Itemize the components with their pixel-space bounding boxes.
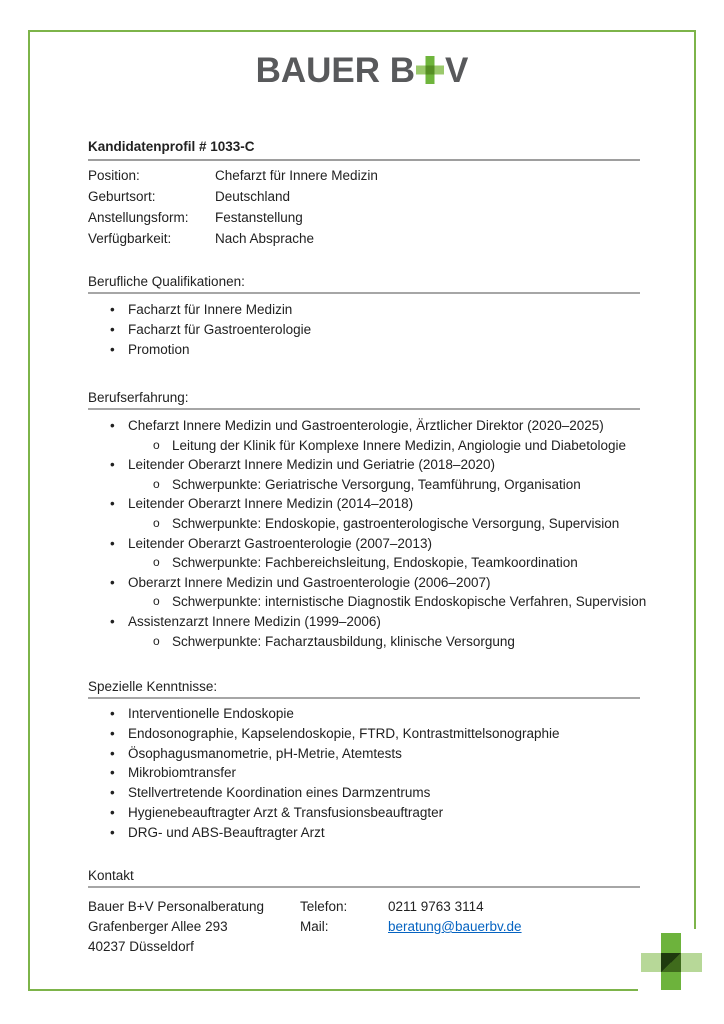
bullet-marker: • bbox=[110, 745, 115, 761]
list-item-text: Hygienebeauftragter Arzt & Transfusionsbeauftragter bbox=[128, 804, 444, 820]
list-item-text: Promotion bbox=[128, 342, 190, 357]
candidate-info bbox=[88, 165, 640, 249]
list-item bbox=[88, 475, 640, 495]
list-item-text: Endosonographie, Kapselendoskopie, FTRD, Kontrastmittelsonographie bbox=[128, 725, 560, 741]
info-value: Nach Absprache bbox=[215, 231, 315, 246]
bullet-marker: • bbox=[110, 785, 115, 801]
list-item bbox=[88, 416, 640, 436]
bullet-marker: • bbox=[110, 824, 115, 840]
list-item bbox=[88, 612, 640, 632]
list-item-text: Assistenzarzt Innere Medizin (1999–2006) bbox=[128, 613, 381, 629]
list-item bbox=[88, 573, 640, 593]
info-row-position bbox=[88, 165, 640, 186]
list-item bbox=[88, 823, 640, 843]
list-item bbox=[88, 514, 640, 534]
phone-label: Telefon: bbox=[300, 899, 348, 914]
info-row-birthplace bbox=[88, 186, 640, 207]
section-title-skills: Spezielle Kenntnisse: bbox=[88, 679, 640, 699]
contact-company: Bauer B+V Personalberatung bbox=[88, 899, 264, 914]
list-item-text: Facharzt für Innere Medizin bbox=[128, 302, 293, 317]
experience-list bbox=[88, 416, 647, 651]
list-item-text: Oberarzt Innere Medizin und Gastroenterologie (2006–2007) bbox=[128, 574, 491, 590]
info-label: Position: bbox=[88, 168, 140, 183]
list-item bbox=[88, 724, 640, 744]
list-item-text: Chefarzt Innere Medizin und Gastroenterologie, Ärztlicher Direktor (2020–2025) bbox=[128, 418, 604, 433]
list-item-text: Leitender Oberarzt Gastroenterologie (2007–2013) bbox=[128, 535, 432, 551]
list-item bbox=[88, 553, 640, 573]
bullet-marker: o bbox=[153, 437, 160, 452]
bullet-marker: • bbox=[110, 613, 115, 629]
bullet-marker: • bbox=[110, 496, 115, 512]
bullet-marker: • bbox=[110, 457, 115, 473]
info-row-availability bbox=[88, 228, 640, 249]
logo-text-left: BAUER B bbox=[255, 51, 416, 90]
contact-city: 40237 Düsseldorf bbox=[88, 939, 194, 954]
bullet-marker: • bbox=[110, 342, 115, 357]
list-item bbox=[88, 455, 640, 475]
list-item-text: Leitender Oberarzt Innere Medizin (2014–2018) bbox=[128, 496, 414, 512]
section-title-contact: Kontakt bbox=[88, 868, 640, 888]
list-item-text: Schwerpunkte: Geriatrische Versorgung, Teamführung, Organisation bbox=[172, 476, 581, 492]
list-item bbox=[88, 534, 640, 554]
info-value: Deutschland bbox=[215, 189, 291, 204]
logo-text-right: V bbox=[445, 51, 469, 90]
list-item-text: Schwerpunkte: Endoskopie, gastroenterologische Versorgung, Supervision bbox=[172, 515, 620, 531]
list-item bbox=[88, 783, 640, 803]
info-label: Verfügbarkeit: bbox=[88, 231, 172, 246]
list-item-text: Interventionelle Endoskopie bbox=[128, 706, 294, 721]
list-item bbox=[88, 340, 640, 360]
bullet-marker: o bbox=[153, 633, 160, 648]
list-item-text: DRG- und ABS-Beauftragter Arzt bbox=[128, 824, 325, 840]
section-title-experience: Berufserfahrung: bbox=[88, 390, 640, 410]
bullet-marker: o bbox=[153, 555, 160, 570]
list-item bbox=[88, 592, 647, 612]
list-item bbox=[88, 494, 640, 514]
list-item-text: Schwerpunkte: internistische Diagnostik Endoskopische Verfahren, Supervision bbox=[172, 594, 647, 610]
section-title-qualifications: Berufliche Qualifikationen: bbox=[88, 274, 640, 294]
document-content bbox=[88, 0, 647, 1024]
list-item-text: Ösophagusmanometrie, pH-Metrie, Atemtests bbox=[128, 745, 402, 761]
list-item bbox=[88, 436, 640, 456]
bullet-marker: • bbox=[110, 535, 115, 551]
contact-address bbox=[88, 897, 264, 957]
list-item bbox=[88, 803, 640, 823]
list-item-text: Stellvertretende Koordination eines Darmzentrums bbox=[128, 785, 431, 801]
bullet-marker: o bbox=[153, 594, 160, 609]
bullet-marker: • bbox=[110, 765, 115, 781]
phone-number: 0211 9763 3114 bbox=[388, 899, 484, 914]
green-cross-overlap bbox=[661, 953, 681, 972]
list-item bbox=[88, 763, 640, 783]
bullet-marker: o bbox=[153, 515, 160, 530]
list-item-text: Schwerpunkte: Fachbereichsleitung, Endoskopie, Teamkoordination bbox=[172, 555, 578, 571]
bullet-marker: • bbox=[110, 804, 115, 820]
contact-street: Grafenberger Allee 293 bbox=[88, 919, 228, 934]
qualifications-list bbox=[88, 300, 640, 360]
bullet-marker: • bbox=[110, 302, 115, 317]
mail-label: Mail: bbox=[300, 919, 329, 934]
contact-labels bbox=[300, 897, 347, 937]
email-link[interactable]: beratung@bauerbv.de bbox=[388, 919, 522, 934]
info-label: Geburtsort: bbox=[88, 189, 156, 204]
list-item-text: Facharzt für Gastroenterologie bbox=[128, 322, 312, 337]
bullet-marker: • bbox=[110, 574, 115, 590]
list-item bbox=[88, 320, 640, 340]
list-item-text: Leitung der Klinik für Komplexe Innere Medizin, Angiologie und Diabetologie bbox=[172, 437, 627, 453]
contact-values bbox=[388, 897, 522, 937]
bullet-marker: • bbox=[110, 725, 115, 741]
bullet-marker: • bbox=[110, 418, 115, 433]
info-value: Festanstellung bbox=[215, 210, 303, 225]
list-item bbox=[88, 744, 640, 764]
skills-list bbox=[88, 704, 640, 843]
bullet-marker: • bbox=[110, 706, 115, 721]
info-value: Chefarzt für Innere Medizin bbox=[215, 168, 378, 183]
list-item-text: Mikrobiomtransfer bbox=[128, 765, 237, 781]
list-item-text: Schwerpunkte: Facharztausbildung, klinische Versorgung bbox=[172, 633, 515, 649]
list-item-text: Leitender Oberarzt Innere Medizin und Geriatrie (2018–2020) bbox=[128, 457, 495, 473]
list-item bbox=[88, 632, 640, 652]
list-item bbox=[88, 300, 640, 320]
info-label: Anstellungsform: bbox=[88, 210, 189, 225]
bullet-marker: o bbox=[153, 476, 160, 491]
list-item bbox=[88, 704, 640, 724]
info-row-employment-type bbox=[88, 207, 640, 228]
profile-heading: Kandidatenprofil # 1033-C bbox=[88, 139, 640, 161]
bullet-marker: • bbox=[110, 322, 115, 337]
